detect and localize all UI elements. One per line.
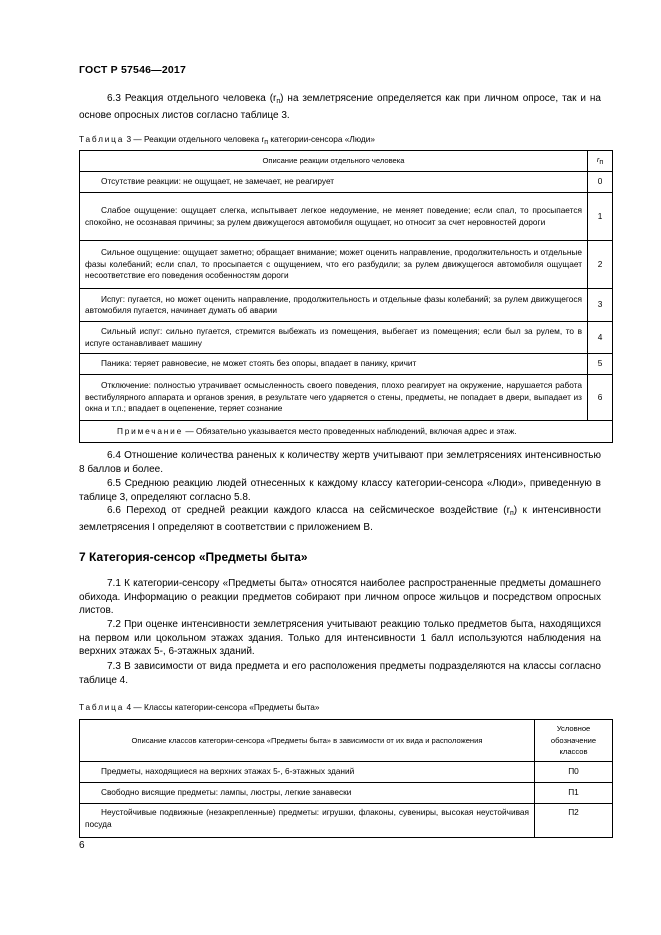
page-number: 6 [79,840,85,851]
table-3-note-row [80,421,613,443]
table-4-header-row [80,720,613,762]
table-3-note: Примечание — Обязательно указывается место проведенных наблюдений, включая адрес и этаж. [80,421,613,443]
section-7-title: 7 Категория-сенсор «Предметы быта» [79,550,308,564]
table-3 [79,150,613,443]
table-row: Сильное ощущение: ощущает заметно; обращает внимание; может оценить направление, продолжительность и отдельные фазы колебаний; если спал, то просыпается с ощущением, что его разбудили; за рулем движущегося автомобиля ощущает несоответствие его поведения особенностям дороги 2 [80,241,613,289]
table-4-header-code: Условное обозначение классов [535,720,613,762]
paragraph-6-4: 6.4 Отношение количества раненых к количеству жертв учитывают при землетрясениях интенсивностью 8 баллов и более. [79,450,601,475]
document-header: ГОСТ Р 57546—2017 [79,64,187,76]
table-4 [79,719,613,838]
paragraph-7-2: 7.2 При оценке интенсивности землетрясения учитывают реакцию только предметов быта, находящихся на первом или цокольном этажах здания. Только для интенсивности 1 балл используются наблюдения на верхних этажах 5-, 6-этажных зданий. [79,619,601,657]
table-row: Свободно висящие предметы: лампы, люстры, легкие занавески П1 [80,783,613,804]
table-4-header-description: Описание классов категории-сенсора «Предметы быта» в зависимости от их вида и расположения [80,720,535,762]
paragraph-6-5: 6.5 Среднюю реакцию людей отнесенных к каждому классу категории-сенсора «Люди», приведенную в таблице 3, определяют согласно 5.8. [79,478,601,503]
table-3-header-row [80,151,613,172]
table-3-caption: Таблица 3 — Реакции отдельного человека $r_п$ категории-сенсора «Люди» [79,134,375,146]
table-row: Отсутствие реакции: не ощущает, не замечает, не реагирует 0 [80,172,613,193]
paragraph-7-3: 7.3 В зависимости от вида предмета и его расположения предметы подразделяются на классы согласно таблице 4. [79,661,601,686]
table-row: Сильный испуг: сильно пугается, стремится выбежать из помещения, выбегает из помещения; если был за рулем, то в испуге останавливает машину 4 [80,322,613,354]
table-row: Слабое ощущение: ощущает слегка, испытывает легкое недоумение, не меняет поведение; если спал, то просыпается спокойно, не осознавая причины; за рулем движущегося автомобиля ощущает, но относит за счет неровностей дороги 1 [80,193,613,241]
table-3-header-description: Описание реакции отдельного человека [80,151,588,172]
table-row: Испуг: пугается, но может оценить направление, продолжительность и отдельные фазы колебаний; за рулем движущегося автомобиля пугается, начинает думать об аварии 3 [80,289,613,322]
table-4-caption: Таблица 4 — Классы категории-сенсора «Предметы быта» [79,702,320,712]
table-row: Предметы, находящиеся на верхних этажах 5-, 6-этажных зданий П0 [80,762,613,783]
paragraph-6-3: 6.3 Реакция отдельного человека $(r_п)$ на землетрясение определяется как при личном опросе, так и на основе опросных листов согласно таблице 3. [79,93,601,121]
table-row: Неустойчивые подвижные (незакрепленные) предметы: игрушки, флаконы, сувениры, высокая неустойчивая посуда П2 [80,804,613,838]
table-3-header-r: rп [588,151,613,172]
paragraph-6-6: 6.6 Переход от средней реакции каждого класса на сейсмическое воздействие $(r_п)$ к интенсивности землетрясения I определяют в соответствии с приложением В. [79,505,601,533]
table-row: Отключение: полностью утрачивает осмысленность своего поведения, плохо реагирует на окружение, нарушается работа вестибулярного аппарата и органов зрения, в результате чего ударяется о стены, предметы, не попадает в двери, выпадает из окна и т.п.; впадает в оцепенение, теряет сознание 6 [80,375,613,421]
paragraph-7-1: 7.1 К категории-сенсору «Предметы быта» относятся наиболее распространенные предметы домашнего обихода. Информацию о реакции предметов собирают при личном опросе жильцов и посредством опросных листов. [79,578,601,616]
table-row: Паника: теряет равновесие, не может стоять без опоры, впадает в панику, кричит 5 [80,354,613,375]
